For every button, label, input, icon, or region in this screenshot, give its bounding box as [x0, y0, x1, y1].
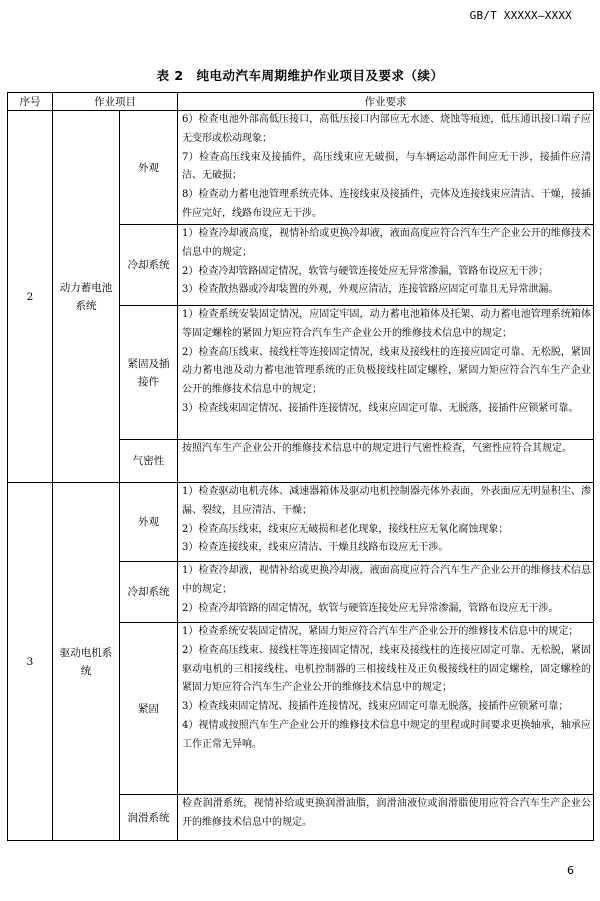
row-seq: 2: [8, 111, 53, 483]
requirement-cell: [178, 111, 594, 225]
header-seq: 序号: [8, 93, 53, 111]
requirement-text: 3）检查散热器或冷却装置的外观，外观应清洁，连接管路应固定可靠且无异常泄漏。: [182, 284, 559, 296]
table-header-row: [8, 93, 594, 111]
subitem-name: 冷却系统: [120, 562, 178, 623]
subitem-name: 冷却系统: [120, 225, 178, 306]
requirement-text: 8）检查动力蓄电池管理系统壳体、连接线束及接插件，壳体及连接线束应清洁、干燥，接插件应完好，线路布设应无干涉。: [182, 189, 591, 219]
row-seq: 3: [8, 483, 53, 841]
requirement-cell: [178, 795, 594, 841]
requirement-text: 按照汽车生产企业公开的维修技术信息中的规定进行气密性检查，气密性应符合其规定。: [182, 443, 572, 454]
requirement-text: 3）检查线束固定情况、接插件连接情况，线束应固定可靠无脱落，接插件应锁紧可靠；: [182, 701, 569, 713]
requirement-text: 2）检查高压线束、接线柱等连接固定情况，线束及接线柱的连接应固定可靠、无松脱，紧固驱动电机的三相接线柱、电机控制器的三相接线柱及正负极接线柱的固定螺栓，固定螺栓的紧固力矩应符合汽车生产企业公开的维修技术信息中的规定；: [182, 644, 591, 694]
requirement-text: 1）检查冷却液，视情补给或更换冷却液，液面高度应符合汽车生产企业公开的维修技术信息中的规定；: [182, 565, 591, 595]
requirement-text: 检查润滑系统，视情补给或更换润滑油脂，润滑油液位或润滑脂使用应符合汽车生产企业公开的维修技术信息中的规定。: [182, 798, 591, 828]
requirement-text: 1）检查驱动电机壳体、减速器箱体及驱动电机控制器壳体外表面，外表面应无明显积尘、渗漏、裂纹，且应清洁、干燥；: [182, 486, 591, 516]
header-requirement: 作业要求: [178, 93, 594, 111]
subitem-name: 润滑系统: [120, 795, 178, 841]
requirement-text: 1）检查系统安装固定情况，应固定牢固，动力蓄电池箱体及托架、动力蓄电池管理系统箱体等固定螺栓的紧固力矩应符合汽车生产企业公开的维修技术信息中的规定；: [182, 309, 591, 339]
requirement-cell: [178, 623, 594, 795]
table-row: [8, 111, 594, 225]
requirement-text: 2）检查高压线束，线束应无破损和老化现象，接线柱应无氧化腐蚀现象；: [182, 523, 509, 535]
subitem-name: 气密性: [120, 440, 178, 483]
requirement-cell: [178, 440, 594, 483]
subitem-name: 外观: [120, 111, 178, 225]
requirement-text: 6）检查电池外部高低压接口，高低压接口内部应无水迹、烧蚀等痕迹，低压通讯接口端子应无变形或松动现象；: [182, 114, 591, 144]
requirement-cell: [178, 483, 594, 562]
requirement-cell: [178, 306, 594, 440]
requirement-text: 2）检查冷却管路的固定情况，软管与硬管连接处应无异常渗漏，管路布设应无干涉。: [182, 602, 559, 614]
requirement-text: 1）检查冷却液高度，视情补给或更换冷却液，液面高度应符合汽车生产企业公开的维修技术信息中的规定；: [182, 228, 591, 258]
system-name: 动力蓄电池系统: [53, 111, 120, 483]
requirement-text: 7）检查高压线束及接插件，高压线束应无破损，与车辆运动部件间应无干涉，接插件应清洁、无破损；: [182, 151, 591, 182]
requirement-cell: [178, 225, 594, 306]
requirement-text: 3）检查连接线束，线束应清洁、干燥且线路布设应无干涉。: [182, 542, 449, 554]
maintenance-table: [7, 92, 594, 841]
subitem-name: 紧固: [120, 623, 178, 795]
requirement-text: 1）检查系统安装固定情况，紧固力矩应符合汽车生产企业公开的维修技术信息中的规定；: [182, 626, 579, 637]
table-row: [8, 483, 594, 562]
requirement-text: 4）视情或按照汽车生产企业公开的维修技术信息中规定的里程或时间要求更换轴承，轴承应工作正常无异响。: [182, 719, 591, 750]
page-number: 6: [567, 864, 574, 877]
header-item: 作业项目: [53, 93, 178, 111]
requirement-text: 2）检查冷却管路固定情况，软管与硬管连接处应无异常渗漏，管路布设应无干涉；: [182, 265, 549, 277]
requirement-text: 3）检查线束固定情况、接插件连接情况，线束应固定可靠、无脱落，接插件应锁紧可靠。: [182, 402, 579, 414]
system-name: 驱动电机系统: [53, 483, 120, 841]
standard-code: GB/T XXXXX—XXXX: [469, 9, 572, 22]
table-caption: 表 2 纯电动汽车周期维护作业项目及要求（续）: [156, 68, 444, 83]
subitem-name: 外观: [120, 483, 178, 562]
subitem-name: 紧固及插接件: [120, 306, 178, 440]
requirement-text: 2）检查高压线束、接线柱等连接固定情况，线束及接线柱的连接应固定可靠、无松脱，紧固动力蓄电池及动力蓄电池管理系统的正负极接线柱固定螺栓，紧固力矩应符合汽车生产企业公开的维修技术信息中的规定；: [182, 346, 591, 396]
requirement-cell: [178, 562, 594, 623]
